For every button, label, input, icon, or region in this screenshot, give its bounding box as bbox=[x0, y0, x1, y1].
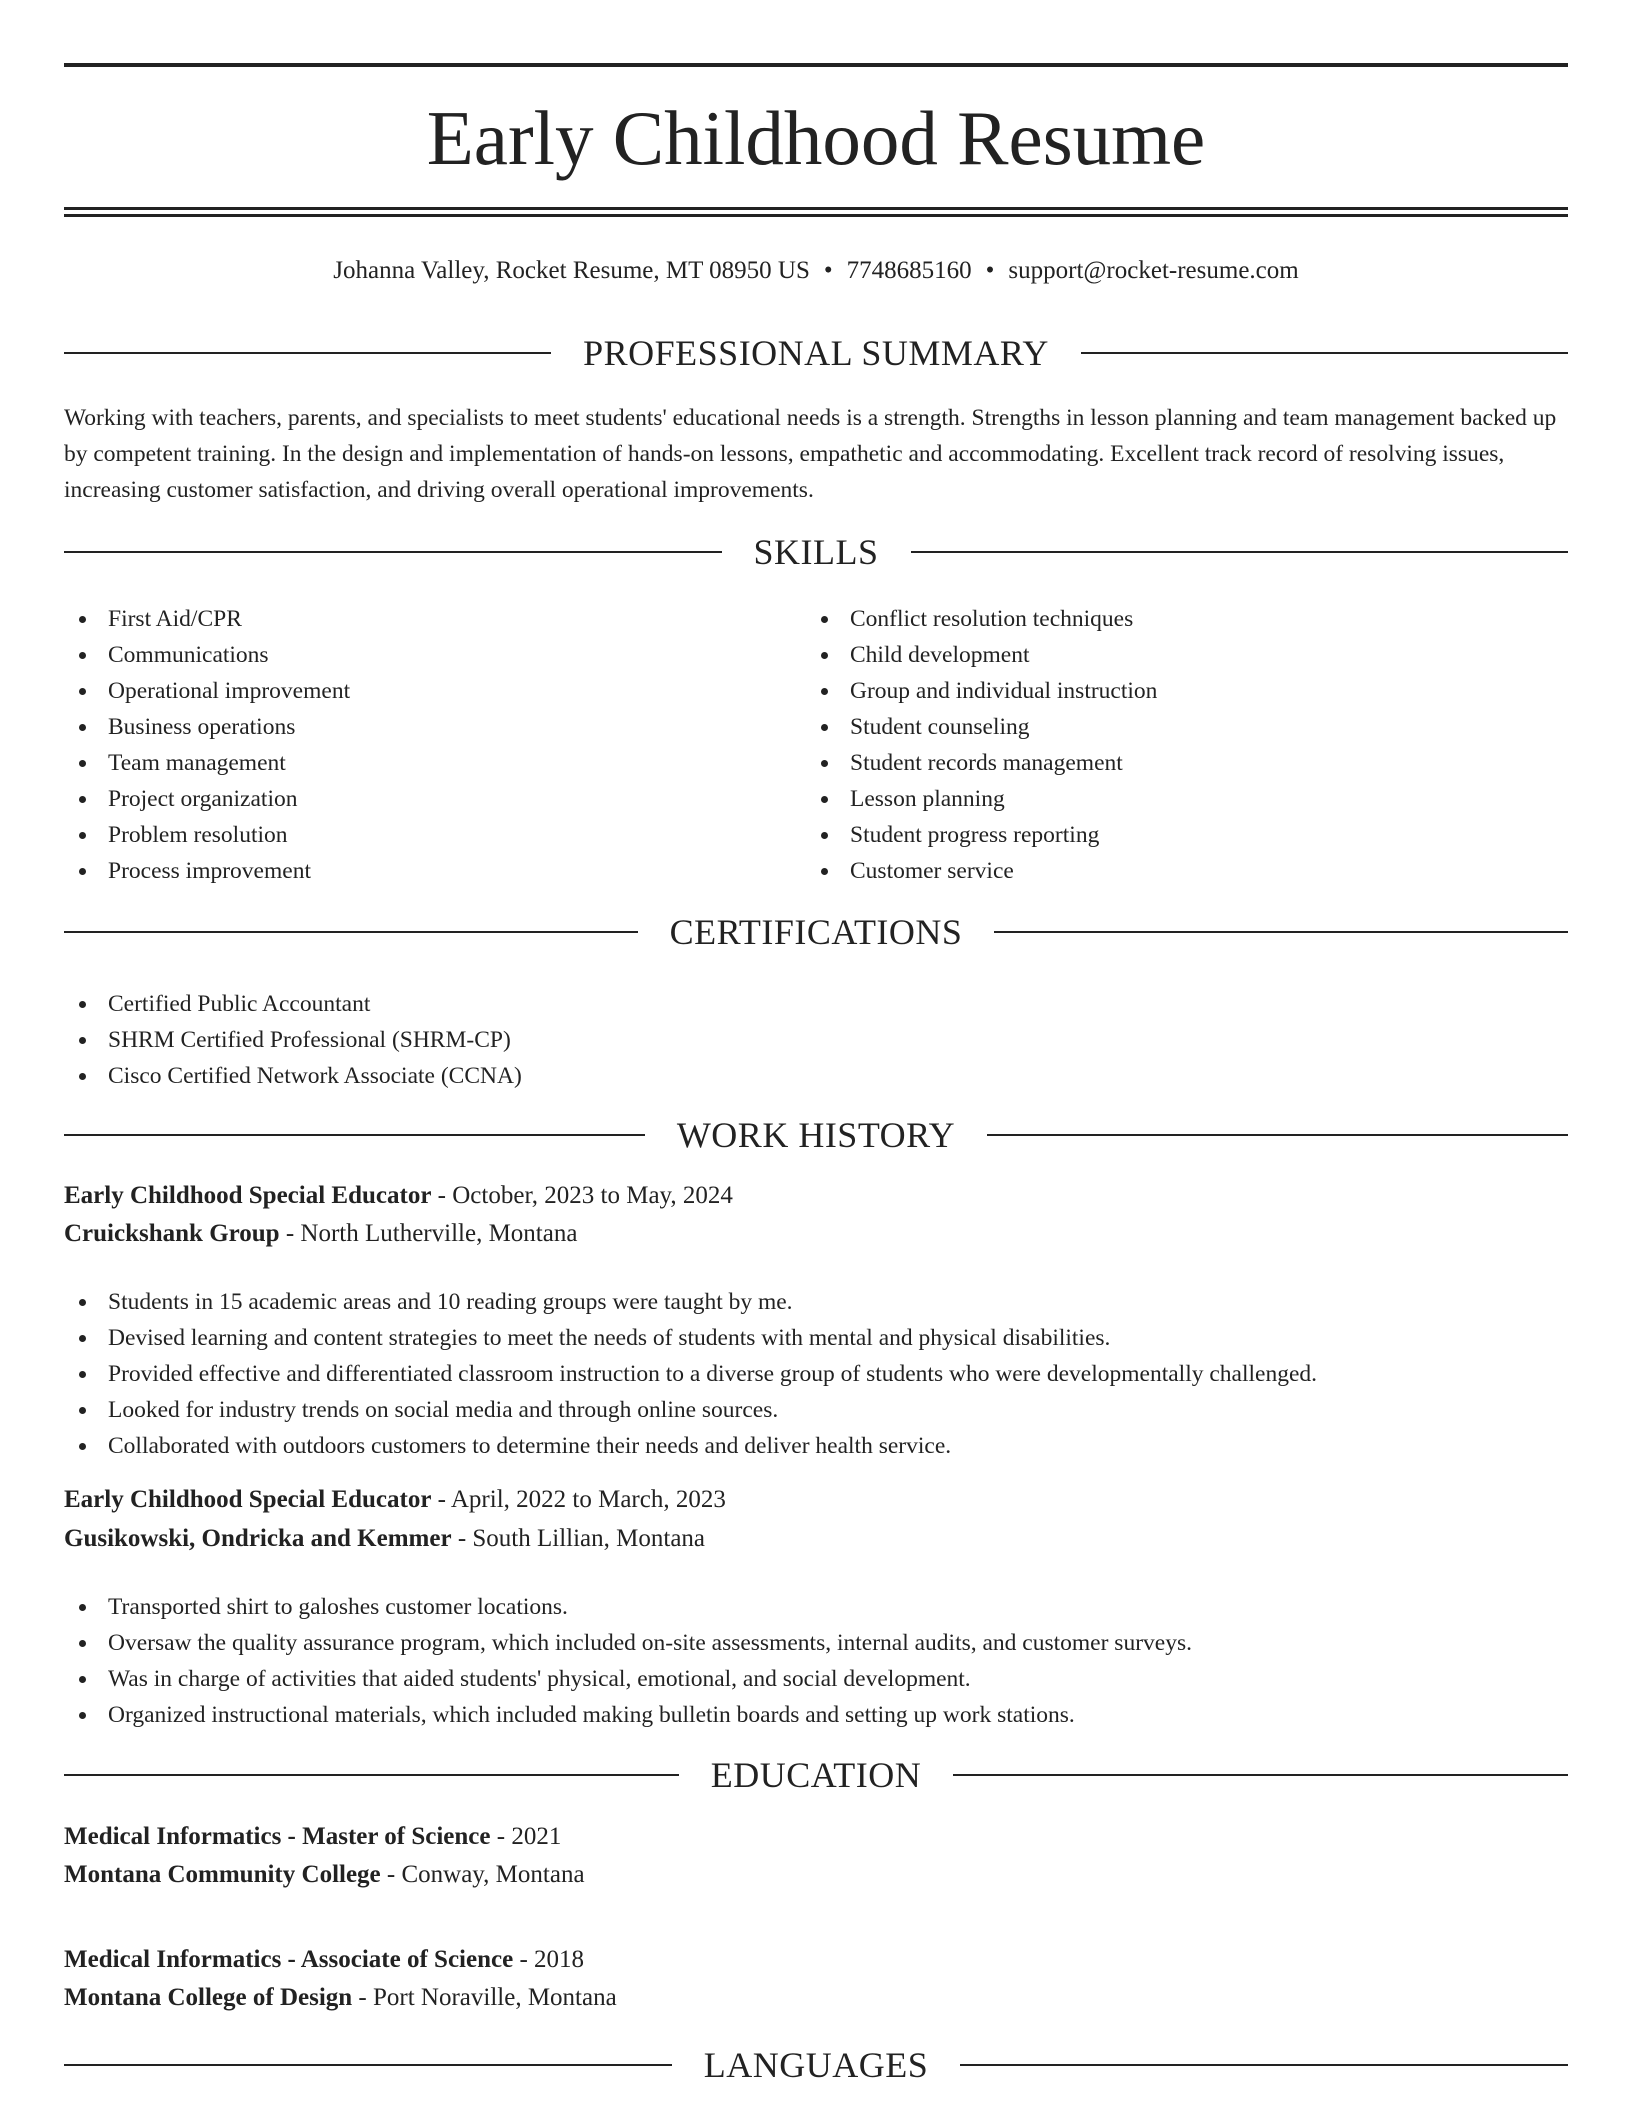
job-title-line bbox=[64, 1177, 733, 1215]
job-bullet: Oversaw the quality assurance program, which included on-site assessments, internal audits, and customer surveys. bbox=[64, 1625, 1564, 1661]
education-degree-line bbox=[64, 1941, 584, 1979]
skill-item: Team management bbox=[64, 745, 764, 781]
heading-rule bbox=[987, 1134, 1568, 1136]
education-location: - Conway, Montana bbox=[380, 1861, 585, 1888]
heading-rule bbox=[64, 551, 722, 553]
skills-list-left bbox=[64, 601, 764, 889]
heading-rule bbox=[64, 1134, 645, 1136]
job-bullet: Transported shirt to galoshes customer locations. bbox=[64, 1589, 1564, 1625]
job-dates: - April, 2022 to March, 2023 bbox=[431, 1486, 726, 1513]
education-heading-label: EDUCATION bbox=[710, 1755, 922, 1795]
education-school-line bbox=[64, 1979, 617, 2017]
job-dates: - October, 2023 to May, 2024 bbox=[431, 1182, 733, 1209]
job-bullet: Collaborated with outdoors customers to determine their needs and deliver health service. bbox=[64, 1428, 1564, 1464]
heading-rule bbox=[994, 931, 1568, 933]
summary-heading-label: PROFESSIONAL SUMMARY bbox=[583, 333, 1049, 373]
skill-item: Student counseling bbox=[806, 709, 1506, 745]
education-school: Montana College of Design bbox=[64, 1984, 353, 2011]
job-bullet: Was in charge of activities that aided students' physical, emotional, and social development. bbox=[64, 1661, 1564, 1697]
job-bullets bbox=[64, 1284, 1564, 1464]
heading-rule bbox=[64, 931, 638, 933]
skill-item: Communications bbox=[64, 637, 764, 673]
skill-item: Process improvement bbox=[64, 853, 764, 889]
education-heading bbox=[64, 1753, 1568, 1797]
skills-heading-label: SKILLS bbox=[753, 532, 879, 572]
job-bullet: Students in 15 academic areas and 10 reading groups were taught by me. bbox=[64, 1284, 1564, 1320]
skill-item: Student records management bbox=[806, 745, 1506, 781]
skill-item: Problem resolution bbox=[64, 817, 764, 853]
certifications-heading-label: CERTIFICATIONS bbox=[669, 912, 963, 952]
heading-rule bbox=[64, 2064, 672, 2066]
job-title: Early Childhood Special Educator bbox=[64, 1182, 432, 1209]
job-bullets bbox=[64, 1589, 1564, 1733]
top-rule bbox=[64, 63, 1568, 67]
education-school: Montana Community College bbox=[64, 1861, 381, 1888]
heading-rule bbox=[64, 1774, 679, 1776]
skill-item: Conflict resolution techniques bbox=[806, 601, 1506, 637]
skill-item: Operational improvement bbox=[64, 673, 764, 709]
education-location: - Port Noraville, Montana bbox=[352, 1984, 617, 2011]
job-bullet: Provided effective and differentiated classroom instruction to a diverse group of students who were developmentally challenged. bbox=[64, 1356, 1564, 1392]
job-bullet: Organized instructional materials, which included making bulletin boards and setting up work stations. bbox=[64, 1697, 1564, 1733]
work-history-heading bbox=[64, 1113, 1568, 1157]
skill-item: Group and individual instruction bbox=[806, 673, 1506, 709]
summary-heading bbox=[64, 331, 1568, 375]
skills-heading bbox=[64, 530, 1568, 574]
job-bullet: Looked for industry trends on social media and through online sources. bbox=[64, 1392, 1564, 1428]
job-location: - North Lutherville, Montana bbox=[279, 1220, 578, 1247]
education-degree-line bbox=[64, 1818, 561, 1856]
heading-rule bbox=[1081, 352, 1568, 354]
contact-separator: • bbox=[823, 257, 833, 284]
languages-heading bbox=[64, 2043, 1568, 2087]
certifications-list bbox=[64, 986, 1164, 1094]
certifications-heading bbox=[64, 910, 1568, 954]
job-company-line bbox=[64, 1215, 577, 1253]
job-title-line bbox=[64, 1481, 726, 1519]
education-degree: Medical Informatics - Master of Science bbox=[64, 1823, 491, 1850]
job-bullet: Devised learning and content strategies to meet the needs of students with mental and physical disabilities. bbox=[64, 1320, 1564, 1356]
job-company: Cruickshank Group bbox=[64, 1220, 280, 1247]
job-title: Early Childhood Special Educator bbox=[64, 1486, 432, 1513]
certification-item: Cisco Certified Network Associate (CCNA) bbox=[64, 1058, 1164, 1094]
skill-item: Customer service bbox=[806, 853, 1506, 889]
title-double-rule bbox=[64, 207, 1568, 217]
contact-email: support@rocket-resume.com bbox=[1008, 257, 1299, 284]
education-year: - 2018 bbox=[513, 1946, 585, 1973]
skills-list-right bbox=[806, 601, 1506, 889]
languages-heading-label: LANGUAGES bbox=[703, 2045, 929, 2085]
education-year: - 2021 bbox=[490, 1823, 562, 1850]
skill-item: Lesson planning bbox=[806, 781, 1506, 817]
education-school-line bbox=[64, 1856, 585, 1894]
heading-rule bbox=[953, 1774, 1568, 1776]
heading-rule bbox=[911, 551, 1569, 553]
heading-rule bbox=[960, 2064, 1568, 2066]
summary-text: Working with teachers, parents, and specialists to meet students' educational needs is a strength. Strengths in lesson planning and team management backed up by competent training. In the design and implementation of hands-on lessons, empathetic and accommodating. Excellent track record of resolving issues, increasing customer satisfaction, and driving overall operational improvements. bbox=[64, 405, 1557, 503]
skill-item: First Aid/CPR bbox=[64, 601, 764, 637]
work-history-heading-label: WORK HISTORY bbox=[676, 1115, 956, 1155]
heading-rule bbox=[64, 352, 551, 354]
certification-item: Certified Public Accountant bbox=[64, 986, 1164, 1022]
contact-address: Johanna Valley, Rocket Resume, MT 08950 US bbox=[333, 257, 810, 284]
certification-item: SHRM Certified Professional (SHRM-CP) bbox=[64, 1022, 1164, 1058]
job-location: - South Lillian, Montana bbox=[451, 1525, 706, 1552]
contact-phone: 7748685160 bbox=[846, 257, 972, 284]
resume-title: Early Childhood Resume bbox=[426, 95, 1206, 181]
job-company: Gusikowski, Ondricka and Kemmer bbox=[64, 1525, 452, 1552]
skill-item: Business operations bbox=[64, 709, 764, 745]
contact-separator: • bbox=[985, 257, 995, 284]
education-degree: Medical Informatics - Associate of Science bbox=[64, 1946, 514, 1973]
job-company-line bbox=[64, 1520, 705, 1558]
skill-item: Student progress reporting bbox=[806, 817, 1506, 853]
skill-item: Child development bbox=[806, 637, 1506, 673]
skill-item: Project organization bbox=[64, 781, 764, 817]
contact-line bbox=[0, 255, 1632, 287]
